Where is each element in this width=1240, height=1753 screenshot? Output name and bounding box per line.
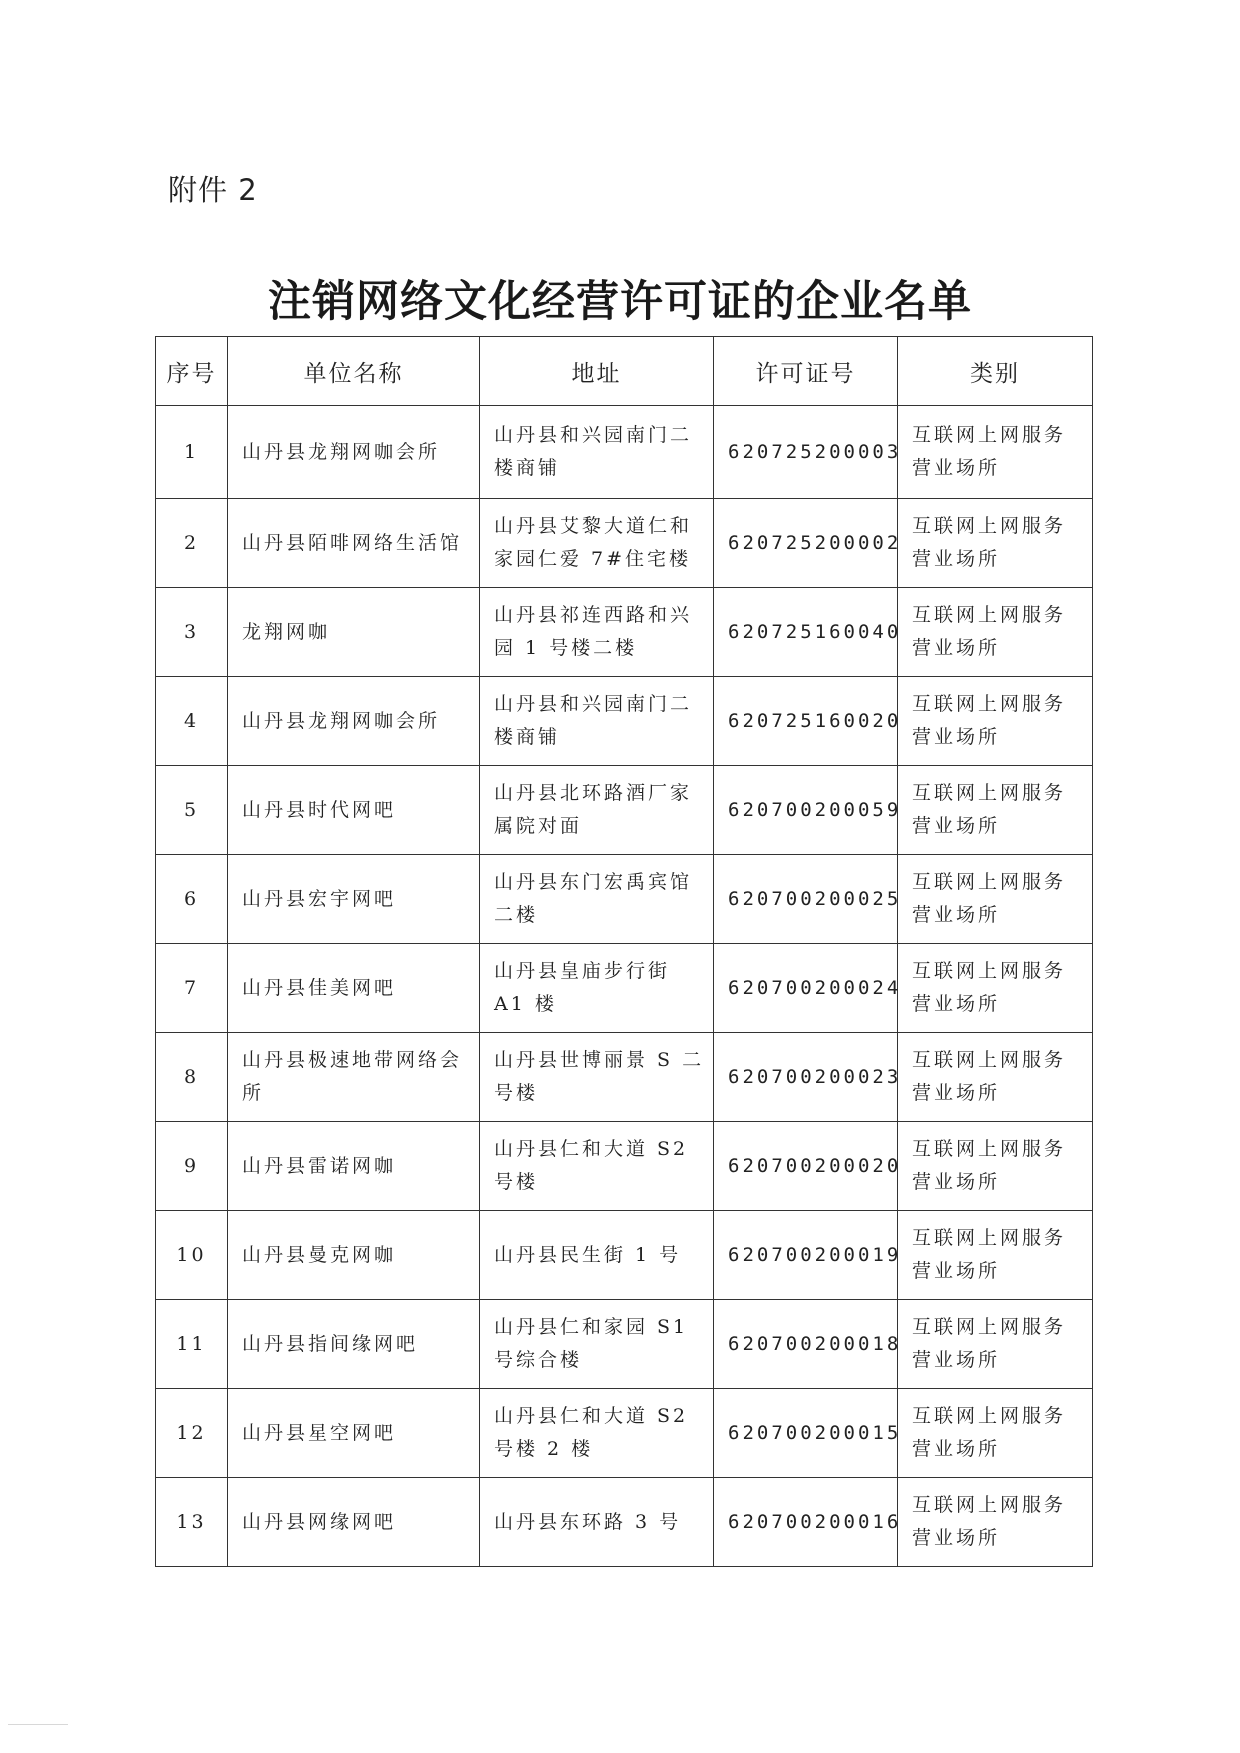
document-title: 注销网络文化经营许可证的企业名单: [268, 277, 972, 327]
row-license: 620700200016: [714, 1478, 898, 1567]
table-header-row: [156, 337, 1093, 406]
row-category: 互联网上网服务营业场所: [898, 588, 1093, 677]
row-address: 山丹县祁连西路和兴园 1 号楼二楼: [480, 588, 714, 677]
row-address: 山丹县仁和家园 S1 号综合楼: [480, 1300, 714, 1389]
table-row: [156, 588, 1093, 677]
row-name: 山丹县龙翔网咖会所: [228, 406, 480, 499]
row-license: 620700200019: [714, 1211, 898, 1300]
row-index: 1: [156, 406, 228, 499]
row-name: 山丹县时代网吧: [228, 766, 480, 855]
table-row: [156, 406, 1093, 499]
table-row: [156, 1300, 1093, 1389]
row-address: 山丹县皇庙步行街 A1 楼: [480, 944, 714, 1033]
row-name: 山丹县曼克网咖: [228, 1211, 480, 1300]
row-license: 620725200002: [714, 499, 898, 588]
row-address: 山丹县东环路 3 号: [480, 1478, 714, 1567]
row-category: 互联网上网服务营业场所: [898, 1389, 1093, 1478]
row-index: 5: [156, 766, 228, 855]
attachment-label: 附件 2: [168, 173, 258, 207]
row-address: 山丹县和兴园南门二楼商铺: [480, 406, 714, 499]
row-address: 山丹县和兴园南门二楼商铺: [480, 677, 714, 766]
row-name: 山丹县极速地带网络会所: [228, 1033, 480, 1122]
header-index: 序号: [156, 337, 228, 406]
row-category: 互联网上网服务营业场所: [898, 855, 1093, 944]
revoked-license-table: [155, 336, 1093, 1567]
row-index: 4: [156, 677, 228, 766]
row-address: 山丹县仁和大道 S2 号楼: [480, 1122, 714, 1211]
row-category: 互联网上网服务营业场所: [898, 1300, 1093, 1389]
row-address: 山丹县民生街 1 号: [480, 1211, 714, 1300]
row-index: 6: [156, 855, 228, 944]
row-name: 龙翔网咖: [228, 588, 480, 677]
row-category: 互联网上网服务营业场所: [898, 677, 1093, 766]
row-category: 互联网上网服务营业场所: [898, 766, 1093, 855]
table-row: [156, 1211, 1093, 1300]
header-name: 单位名称: [228, 337, 480, 406]
table-row: [156, 677, 1093, 766]
row-address: 山丹县仁和大道 S2 号楼 2 楼: [480, 1389, 714, 1478]
row-name: 山丹县宏宇网吧: [228, 855, 480, 944]
row-category: 互联网上网服务营业场所: [898, 1211, 1093, 1300]
table-row: [156, 766, 1093, 855]
row-license: 620700200023: [714, 1033, 898, 1122]
row-license: 620700200018: [714, 1300, 898, 1389]
row-category: 互联网上网服务营业场所: [898, 406, 1093, 499]
row-name: 山丹县陌啡网络生活馆: [228, 499, 480, 588]
header-license: 许可证号: [714, 337, 898, 406]
row-name: 山丹县指间缘网吧: [228, 1300, 480, 1389]
row-index: 13: [156, 1478, 228, 1567]
row-index: 3: [156, 588, 228, 677]
row-license: 620700200015: [714, 1389, 898, 1478]
header-category: 类别: [898, 337, 1093, 406]
header-address: 地址: [480, 337, 714, 406]
row-name: 山丹县龙翔网咖会所: [228, 677, 480, 766]
row-license: 620725160020: [714, 677, 898, 766]
row-category: 互联网上网服务营业场所: [898, 1033, 1093, 1122]
row-category: 互联网上网服务营业场所: [898, 499, 1093, 588]
table-row: [156, 499, 1093, 588]
row-name: 山丹县雷诺网咖: [228, 1122, 480, 1211]
row-index: 12: [156, 1389, 228, 1478]
row-category: 互联网上网服务营业场所: [898, 1478, 1093, 1567]
row-address: 山丹县东门宏禹宾馆二楼: [480, 855, 714, 944]
row-index: 11: [156, 1300, 228, 1389]
row-index: 8: [156, 1033, 228, 1122]
table-row: [156, 855, 1093, 944]
row-license: 620725200003: [714, 406, 898, 499]
row-name: 山丹县佳美网吧: [228, 944, 480, 1033]
row-category: 互联网上网服务营业场所: [898, 944, 1093, 1033]
row-index: 7: [156, 944, 228, 1033]
row-name: 山丹县网缘网吧: [228, 1478, 480, 1567]
table-row: [156, 1033, 1093, 1122]
row-name: 山丹县星空网吧: [228, 1389, 480, 1478]
table-row: [156, 1389, 1093, 1478]
scan-edge-mark: [8, 1724, 68, 1725]
row-index: 10: [156, 1211, 228, 1300]
row-address: 山丹县艾黎大道仁和家园仁爱 7#住宅楼: [480, 499, 714, 588]
row-index: 2: [156, 499, 228, 588]
row-license: 620700200025: [714, 855, 898, 944]
row-address: 山丹县北环路酒厂家属院对面: [480, 766, 714, 855]
row-index: 9: [156, 1122, 228, 1211]
row-license: 620700200059: [714, 766, 898, 855]
table-row: [156, 944, 1093, 1033]
table-row: [156, 1122, 1093, 1211]
row-license: 620725160040: [714, 588, 898, 677]
table-row: [156, 1478, 1093, 1567]
row-address: 山丹县世博丽景 S 二号楼: [480, 1033, 714, 1122]
row-license: 620700200024: [714, 944, 898, 1033]
row-license: 620700200020: [714, 1122, 898, 1211]
row-category: 互联网上网服务营业场所: [898, 1122, 1093, 1211]
